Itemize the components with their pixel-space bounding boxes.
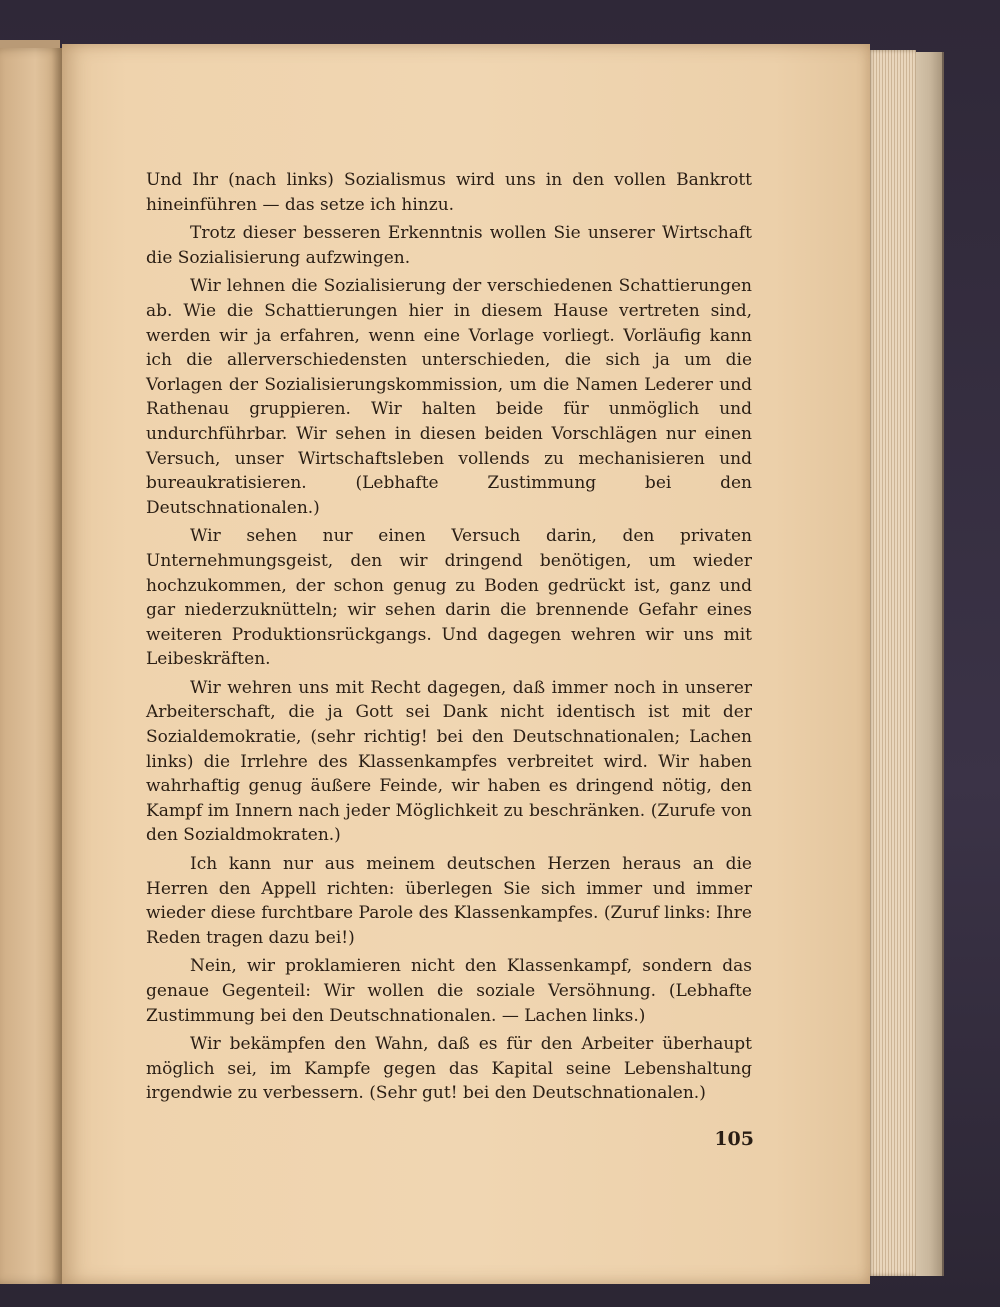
- paragraph-7: Nein, wir proklamieren nicht den Klassenkampf, sondern das genaue Gegenteil: Wir wollen die soziale Versöhnung. (Lebhafte Zustimmung bei den Deutschnationalen. — Lachen links.): [146, 956, 752, 1026]
- paragraph-8: Wir bekämpfen den Wahn, daß es für den Arbeiter überhaupt möglich sei, im Kampfe gegen das Kapital seine Lebenshaltung irgendwie zu verbessern. (Sehr gut! bei den Deutschnationalen.): [146, 1034, 752, 1104]
- paragraph-2: Trotz dieser besseren Erkenntnis wollen Sie unserer Wirtschaft die Sozialisierung aufzwingen.: [146, 223, 752, 268]
- page-body-text: [146, 168, 752, 1110]
- paragraph-3: Wir lehnen die Sozialisierung der verschiedenen Schattierungen ab. Wie die Schattierungen hier in diesem Hause vertreten sind, werden wir ja erfahren, wenn eine Vorlage vorliegt. Vorläufig kann ich die allerverschiedensten unterschieden, die sich ja um die Vorlagen der Sozialisierungskommission, um die Namen Lederer und Rathenau gruppieren. Wir halten beide für unmöglich und undurchführbar. Wir sehen in diesen beiden Vorschlägen nur einen Versuch, unser Wirtschaftsleben vollends zu mechanisieren und bureaukratisieren. (Lebhafte Zustimmung bei den Deutschnationalen.): [146, 276, 752, 518]
- page-number: 105: [714, 1128, 754, 1150]
- paragraph-5: Wir wehren uns mit Recht dagegen, daß immer noch in unserer Arbeiterschaft, die ja Gott sei Dank nicht identisch ist mit der Sozialdemokratie, (sehr richtig! bei den Deutschnationalen; Lachen links) die Irrlehre des Klassenkampfes verbreitet wird. Wir haben wahrhaftig genug äußere Feinde, wir haben es dringend nötig, den Kampf im Innern nach jeder Möglichkeit zu beschränken. (Zurufe von den Sozialdmokraten.): [146, 677, 752, 846]
- paragraph-4: Wir sehen nur einen Versuch darin, den privaten Unternehmungsgeist, den wir dringend benötigen, um wieder hochzukommen, der schon genug zu Boden gedrückt ist, ganz und gar niederzuknütteln; wir sehen darin die brennende Gefahr eines weiteren Produktionsrückgangs. Und dagegen wehren wir uns mit Leibeskräften.: [146, 526, 752, 670]
- page-stack-edge: [868, 50, 916, 1276]
- paragraph-1: Und Ihr (nach links) Sozialismus wird uns in den vollen Bankrott hineinführen — das setze ich hinzu.: [146, 170, 752, 215]
- book-cover-edge: [912, 52, 944, 1276]
- left-page-sliver: [0, 48, 64, 1284]
- paragraph-6: Ich kann nur aus meinem deutschen Herzen heraus an die Herren den Appell richten: überlegen Sie sich immer und immer wieder diese furchtbare Parole des Klassenkampfes. (Zuruf links: Ihre Reden tragen dazu bei!): [146, 854, 752, 948]
